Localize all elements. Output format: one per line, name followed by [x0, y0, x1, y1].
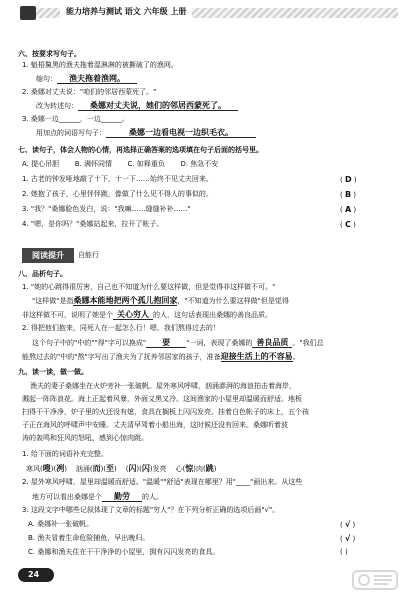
page-number: 24 [28, 570, 40, 579]
s7-ans-1: ( D ) [340, 175, 357, 184]
s8-p1-line3: 非这样做不可，说明了她是个 关心穷人 的人，这句话表现出桑娜的善良品质。 [22, 310, 272, 319]
book-icon [20, 6, 36, 20]
s9-q3-a-ans: ( √ ) [340, 520, 356, 529]
reading-box-side: 自能行 [78, 251, 99, 259]
passage-line: 渔夫的妻子桑娜坐在火炉旁补一张破帆。屋外寒风呼啸，汹涌澎湃的海浪拍击着海岸， [30, 382, 296, 390]
s9-q3-b-ans: ( √ ) [340, 534, 356, 543]
s9-q2: 2. 屋外寒风呼啸，屋里却温暖而舒适。"温暖""舒适"表现在哪里？用"____"画出来。从这些 [22, 478, 303, 486]
s9-q3-a: A. 桑娜补一张破帆。 [28, 520, 94, 528]
s9-q3-c-ans: ( ) [340, 548, 348, 556]
s9-q1: 1. 给下面的词语补充完整。 [22, 450, 108, 458]
reading-box [16, 248, 126, 263]
s7-options: A. 提心吊胆 B. 满怀同情 C. 如释重负 D. 焦急不安 [22, 160, 219, 168]
s9-q3-c: C. 桑娜和渔夫住在干干净净的小屋里，拥有闪闪发亮的食具。 [28, 548, 220, 556]
s8-p1: 1. "她的心跳得很厉害，自己也不知道为什么要这样做，但是觉得非这样做不可。" [22, 283, 276, 291]
s8-p2: 2. 得把他们抱来，同死人在一起怎么行！嗯，我们熬得过去的！ [22, 324, 220, 332]
s7-ans-2: ( B ) [340, 190, 357, 199]
s9-q3: 3. 这段文字中哪些记叙体现了文章的标题"穷人"？在下列分析正确的选项后画"√"。 [22, 506, 280, 514]
s8-p2-line2: 这个句子中的"中的""得"字可以换成" 要 "一词，表现了桑娜的 善良品质 。"我们总 [32, 338, 324, 347]
s7-ans-4: ( C ) [340, 220, 356, 229]
s7-ans-3: ( A ) [340, 205, 357, 214]
passage-line: 溅起一阵阵浪花。海上正起着风暴，外面又黑又冷。这间渔家的小屋里却温暖而舒适。地板 [22, 395, 302, 403]
passage-line: 涛的轰鸣和狂风的怒吼，感到心惊肉跳。 [22, 434, 148, 442]
header-title: 能力培养与测试 语文 六年级 上册 [60, 4, 192, 20]
s9-q3-b: B. 渔夫冒着生命危险捕鱼，早出晚归。 [28, 534, 150, 542]
s6-q3-line: 用加点的词语写句子： 桑娜一边看电视一边织毛衣。 [36, 128, 256, 138]
s7-item-3: 3. "我？"桑娜脸色发白，说："我嘛……缝缝补补……" [22, 205, 191, 213]
section-7-title: 七、读句子，体会人物的心情，再选择正确答案的选项填在句子后面的括号里。 [18, 146, 263, 154]
section-6-title: 六、按要求写句子。 [18, 50, 81, 58]
s8-p1-line2: "这样做"是指桑娜本能地把两个孤儿抱回家，"不知道为什么要这样做"但是觉得 [32, 296, 289, 305]
s6-q3: 3. 桑娜一边______，一边______。 [22, 115, 129, 123]
page-number-badge [18, 568, 54, 582]
section-8-title: 八、品析句子。 [18, 270, 67, 278]
s9-q1-items: 寒风(嗖)(冽) 汹涌(而)(至) (闪)(闪)发亮 心(惊)肉(跳) [26, 464, 217, 473]
s9-q2-line2: 地方可以看出桑娜是个 勤劳 的人。 [32, 492, 163, 501]
reading-box-label: 阅读提升 [22, 248, 74, 263]
passage-line: 子正在海风的呼啸声中安睡。丈夫清早驾着小船出海，这时候还没有回来。桑娜听着波 [22, 421, 288, 429]
watermark-stamp-icon [352, 570, 398, 590]
s6-q1-line: 缩句： 渔夫拖着渔网。 [36, 74, 137, 84]
s7-item-1: 1. 古老的钟发哑地敲了十下，十一下……始终不见丈夫回来。 [22, 175, 213, 183]
s8-p2-line3: 能熬过去的"中的"熬"字写出了渔夫为了抚养邻居家的孩子，准备迎接生活上的不容易。 [22, 352, 300, 361]
s6-q1: 1. 魁梧黧黑的渔夫拖着湿淋淋的被撕破了的渔网。 [22, 61, 178, 69]
passage-line: 扫得干干净净，炉子里的火还没有熄，食具在搁板上闪闪发亮。挂着白色帐子的床上，五个孩 [22, 408, 309, 416]
page-header [20, 4, 398, 20]
s6-q2: 2. 桑娜对丈夫说："咱们的邻居西蒙死了。" [22, 88, 157, 96]
s7-item-2: 2. 她抱了孩子，心里怦怦跳，像做了什么见不得人的事似的。 [22, 190, 213, 198]
s6-q2-line: 改为转述句： 桑娜对丈夫说，她们的邻居西蒙死了。 [36, 101, 238, 111]
section-9-title: 九、读一读，做一做。 [18, 368, 88, 376]
s7-item-4: 4. "嗯，是你吗？"桑娜站起来，拉开了帐子。 [22, 220, 164, 228]
